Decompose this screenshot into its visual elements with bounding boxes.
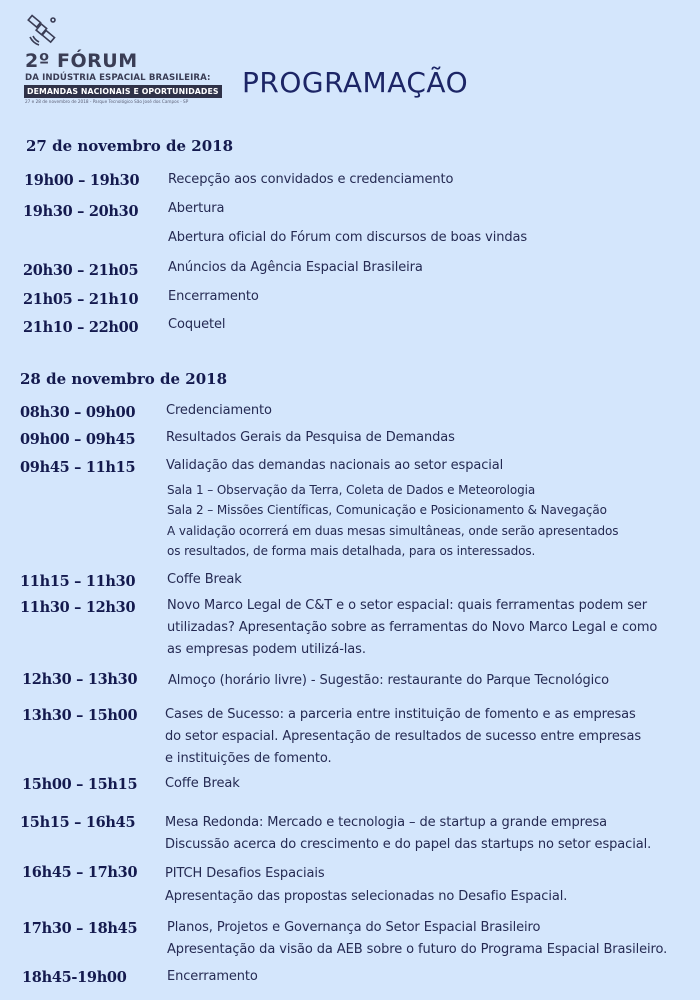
- session-desc: Recepção aos convidados e credenciamento: [168, 172, 454, 187]
- session-time: 15h00 – 15h15: [22, 776, 138, 793]
- session-time: 09h00 – 09h45: [20, 431, 136, 448]
- session-time: 09h45 – 11h15: [20, 459, 136, 476]
- session-time: 18h45-19h00: [22, 969, 127, 986]
- session-time: 21h10 – 22h00: [23, 319, 139, 336]
- session-desc: Planos, Projetos e Governança do Setor Espacial Brasileiro: [167, 920, 541, 935]
- session-desc: as empresas podem utilizá-las.: [167, 642, 366, 657]
- session-desc: Abertura oficial do Fórum com discursos de boas vindas: [168, 230, 528, 245]
- satellite-icon: [26, 14, 60, 48]
- page-title: PROGRAMAÇÃO: [242, 66, 469, 99]
- session-desc: Discussão acerca do crescimento e do papel das startups no setor espacial.: [165, 837, 652, 852]
- session-time: 12h30 – 13h30: [22, 671, 138, 688]
- session-time: 17h30 – 18h45: [22, 920, 138, 937]
- session-desc: Apresentação da visão da AEB sobre o futuro do Programa Espacial Brasileiro.: [167, 942, 668, 957]
- session-time: 19h00 – 19h30: [24, 172, 140, 189]
- session-desc: Encerramento: [167, 969, 258, 984]
- session-desc: Anúncios da Agência Espacial Brasileira: [168, 260, 423, 275]
- session-time: 11h15 – 11h30: [20, 573, 136, 590]
- session-desc: Novo Marco Legal de C&T e o setor espacial: quais ferramentas podem ser: [167, 598, 648, 613]
- session-desc: do setor espacial. Apresentação de resultados de sucesso entre empresas: [165, 729, 642, 744]
- session-desc: Sala 1 – Observação da Terra, Coleta de Dados e Meteorologia: [167, 483, 536, 497]
- session-time: 20h30 – 21h05: [23, 262, 139, 279]
- session-desc: PITCH Desafios Espaciais: [165, 866, 325, 881]
- day-heading: 28 de novembro de 2018: [20, 370, 228, 388]
- session-desc: Almoço (horário livre) - Sugestão: restaurante do Parque Tecnológico: [168, 673, 610, 688]
- logo-title: 2º FÓRUM: [25, 50, 138, 72]
- session-desc: os resultados, de forma mais detalhada, para os interessados.: [167, 544, 536, 558]
- session-desc: A validação ocorrerá em duas mesas simultâneas, onde serão apresentados: [167, 524, 619, 538]
- session-desc: Validação das demandas nacionais ao setor espacial: [166, 458, 504, 473]
- session-time: 11h30 – 12h30: [20, 599, 136, 616]
- session-desc: e instituições de fomento.: [165, 751, 332, 766]
- session-time: 16h45 – 17h30: [22, 864, 138, 881]
- logo-band: DEMANDAS NACIONAIS E OPORTUNIDADES: [24, 85, 222, 98]
- session-desc: Sala 2 – Missões Científicas, Comunicação e Posicionamento & Navegação: [167, 503, 607, 517]
- session-time: 13h30 – 15h00: [22, 707, 138, 724]
- session-desc: Cases de Sucesso: a parceria entre instituição de fomento e as empresas: [165, 707, 636, 722]
- session-desc: Apresentação das propostas selecionadas no Desafio Espacial.: [165, 889, 568, 904]
- session-time: 21h05 – 21h10: [23, 291, 139, 308]
- session-desc: Coffe Break: [165, 776, 240, 791]
- session-desc: Coquetel: [168, 317, 226, 332]
- session-desc: Resultados Gerais da Pesquisa de Demandas: [166, 430, 455, 445]
- session-desc: Mesa Redonda: Mercado e tecnologia – de startup a grande empresa: [165, 815, 608, 830]
- session-desc: utilizadas? Apresentação sobre as ferramentas do Novo Marco Legal e como: [167, 620, 658, 635]
- session-desc: Abertura: [168, 201, 225, 216]
- session-desc: Encerramento: [168, 289, 259, 304]
- session-time: 19h30 – 20h30: [23, 203, 139, 220]
- session-desc: Credenciamento: [166, 403, 272, 418]
- day-heading: 27 de novembro de 2018: [26, 137, 234, 155]
- session-time: 15h15 – 16h45: [20, 814, 136, 831]
- logo-subtitle: DA INDÚSTRIA ESPACIAL BRASILEIRA:: [25, 73, 211, 83]
- logo-date-place: 27 e 28 de novembro de 2018 - Parque Tecnológico São José dos Campos - SP: [25, 99, 189, 104]
- session-desc: Coffe Break: [167, 572, 242, 587]
- session-time: 08h30 – 09h00: [20, 404, 136, 421]
